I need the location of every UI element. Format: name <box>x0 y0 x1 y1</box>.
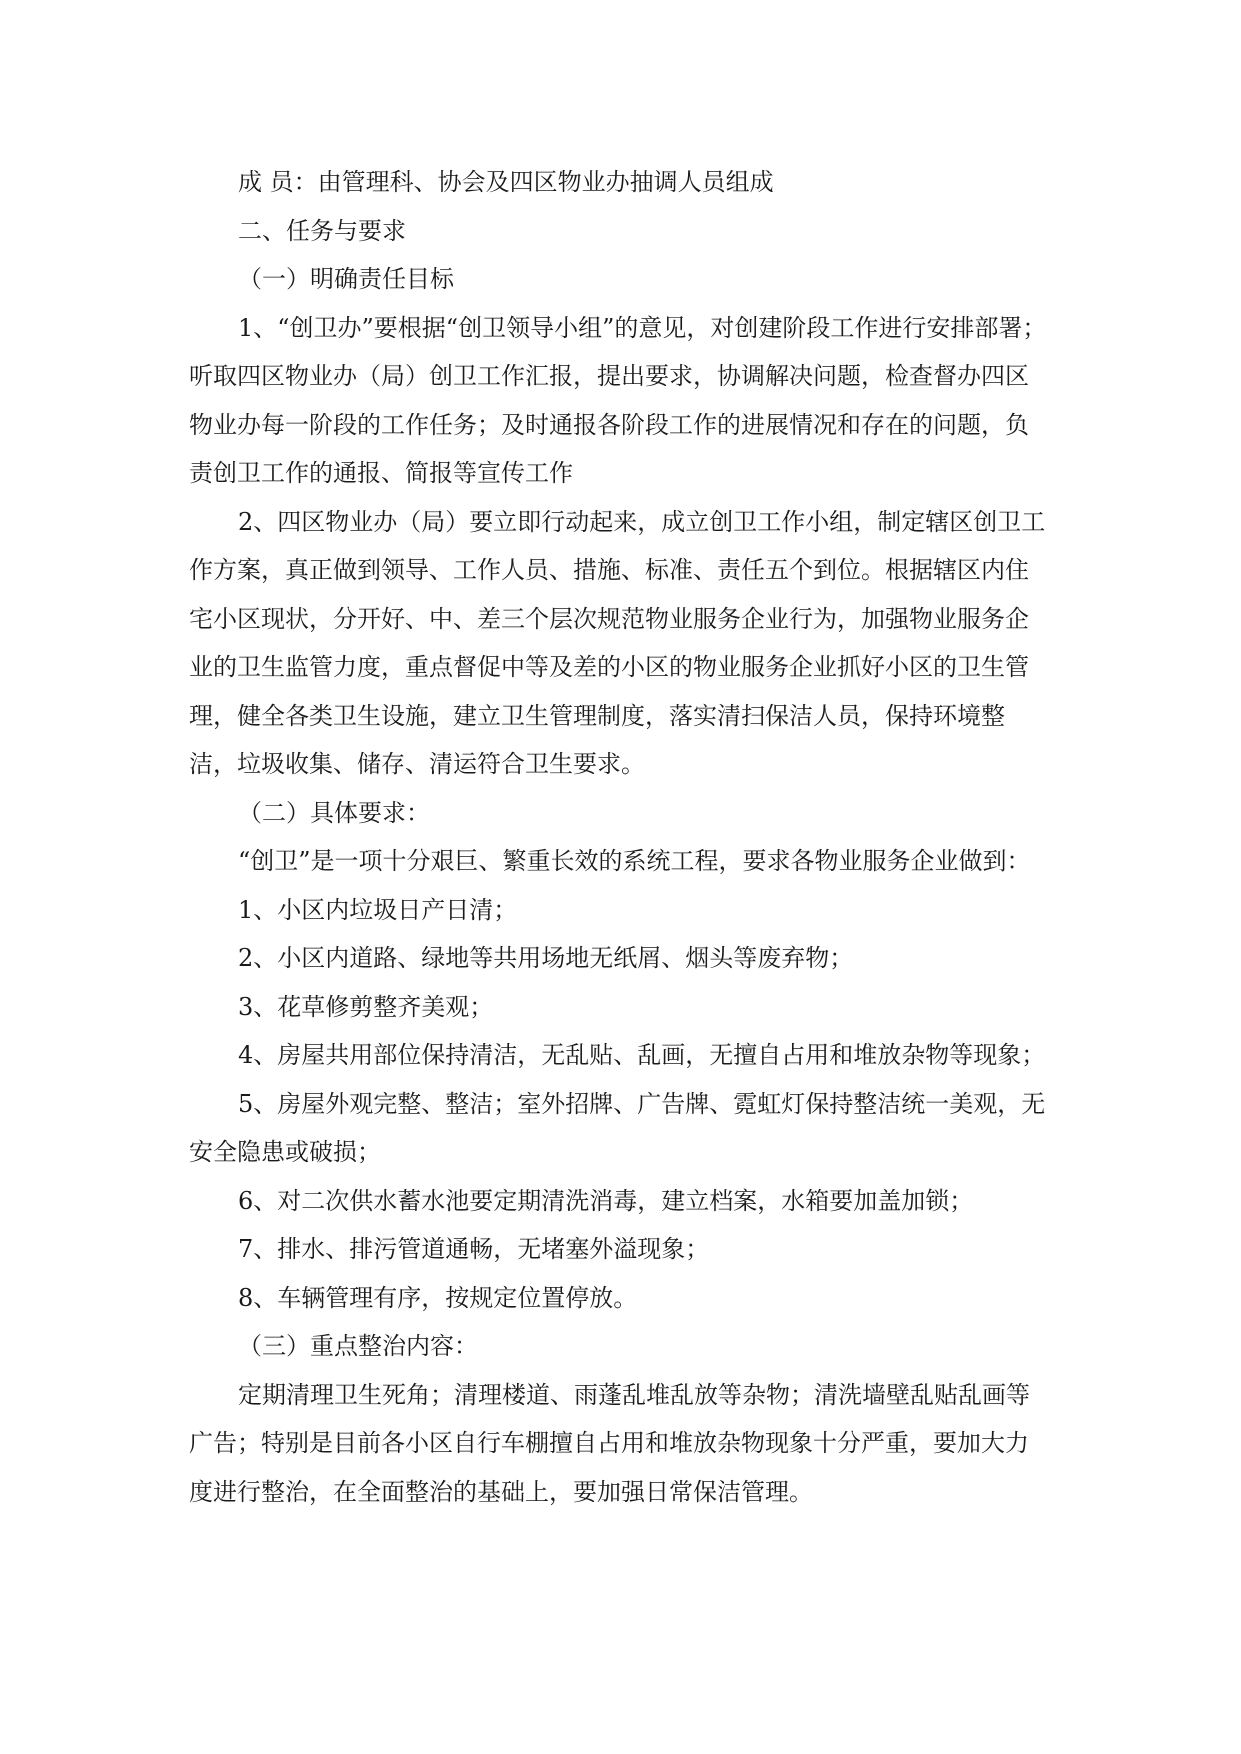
subsection-heading-requirements: （二）具体要求： <box>238 798 430 827</box>
list-item-8: 8、车辆管理有序，按规定位置停放。 <box>238 1283 638 1312</box>
section-heading-tasks: 二、任务与要求 <box>238 216 406 245</box>
list-item-7: 7、排水、排污管道通畅，无堵塞外溢现象； <box>238 1235 710 1263</box>
list-item-4: 4、房屋共用部位保持清洁，无乱贴、乱画，无擅自占用和堆放杂物等现象； <box>238 1041 1046 1069</box>
paragraph-members: 成 员：由管理科、协会及四区物业办抽调人员组成 <box>238 168 774 196</box>
paragraph-requirements-intro: “创卫”是一项十分艰巨、繁重长效的系统工程，要求各物业服务企业做到： <box>238 847 1031 875</box>
paragraph-item-2: 2、四区物业办（局）要立即行动起来，成立创卫工作小组，制定辖区创卫工作方案，真正做到领导、工作人员、措施、标准、责任五个到位。根据辖区内住宅小区现状，分开好、中、差三个层次规范物业服务企业行为，加强物业服务企业的卫生监管力度，重点督促中等及差的小区的物业服务企业抓好小区的卫生管理，健全各类卫生设施，建立卫生管理制度，落实清扫保洁人员，保持环境整洁，垃圾收集、储存、清运符合卫生要求。 <box>189 507 1046 778</box>
paragraph-key-rectification: 定期清理卫生死角；清理楼道、雨蓬乱堆乱放等杂物；清洗墙壁乱贴乱画等广告；特别是目前各小区自行车棚擅自占用和堆放杂物现象十分严重，要加大力度进行整治，在全面整治的基础上，要加强日常保洁管理。 <box>189 1380 1030 1506</box>
list-item-1: 1、小区内垃圾日产日清； <box>238 895 518 924</box>
subsection-heading-targets: （一）明确责任目标 <box>238 265 454 293</box>
document-page <box>189 158 1051 1516</box>
list-item-3: 3、花草修剪整齐美观； <box>238 992 494 1021</box>
list-item-5: 5、房屋外观完整、整洁；室外招牌、广告牌、霓虹灯保持整洁统一美观，无安全隐患或破损； <box>189 1089 1046 1166</box>
paragraph-item-1: 1、“创卫办”要根据“创卫领导小组”的意见，对创建阶段工作进行安排部署；听取四区物业办（局）创卫工作汇报，提出要求，协调解决问题，检查督办四区物业办每一阶段的工作任务；及时通报各阶段工作的进展情况和存在的问题，负责创卫工作的通报、简报等宣传工作 <box>189 313 1047 487</box>
list-item-6: 6、对二次供水蓄水池要定期清洗消毒，建立档案，水箱要加盖加锁； <box>238 1186 974 1215</box>
list-item-2: 2、小区内道路、绿地等共用场地无纸屑、烟头等废弃物； <box>238 944 854 972</box>
subsection-heading-key-rectification: （三）重点整治内容： <box>238 1332 478 1360</box>
